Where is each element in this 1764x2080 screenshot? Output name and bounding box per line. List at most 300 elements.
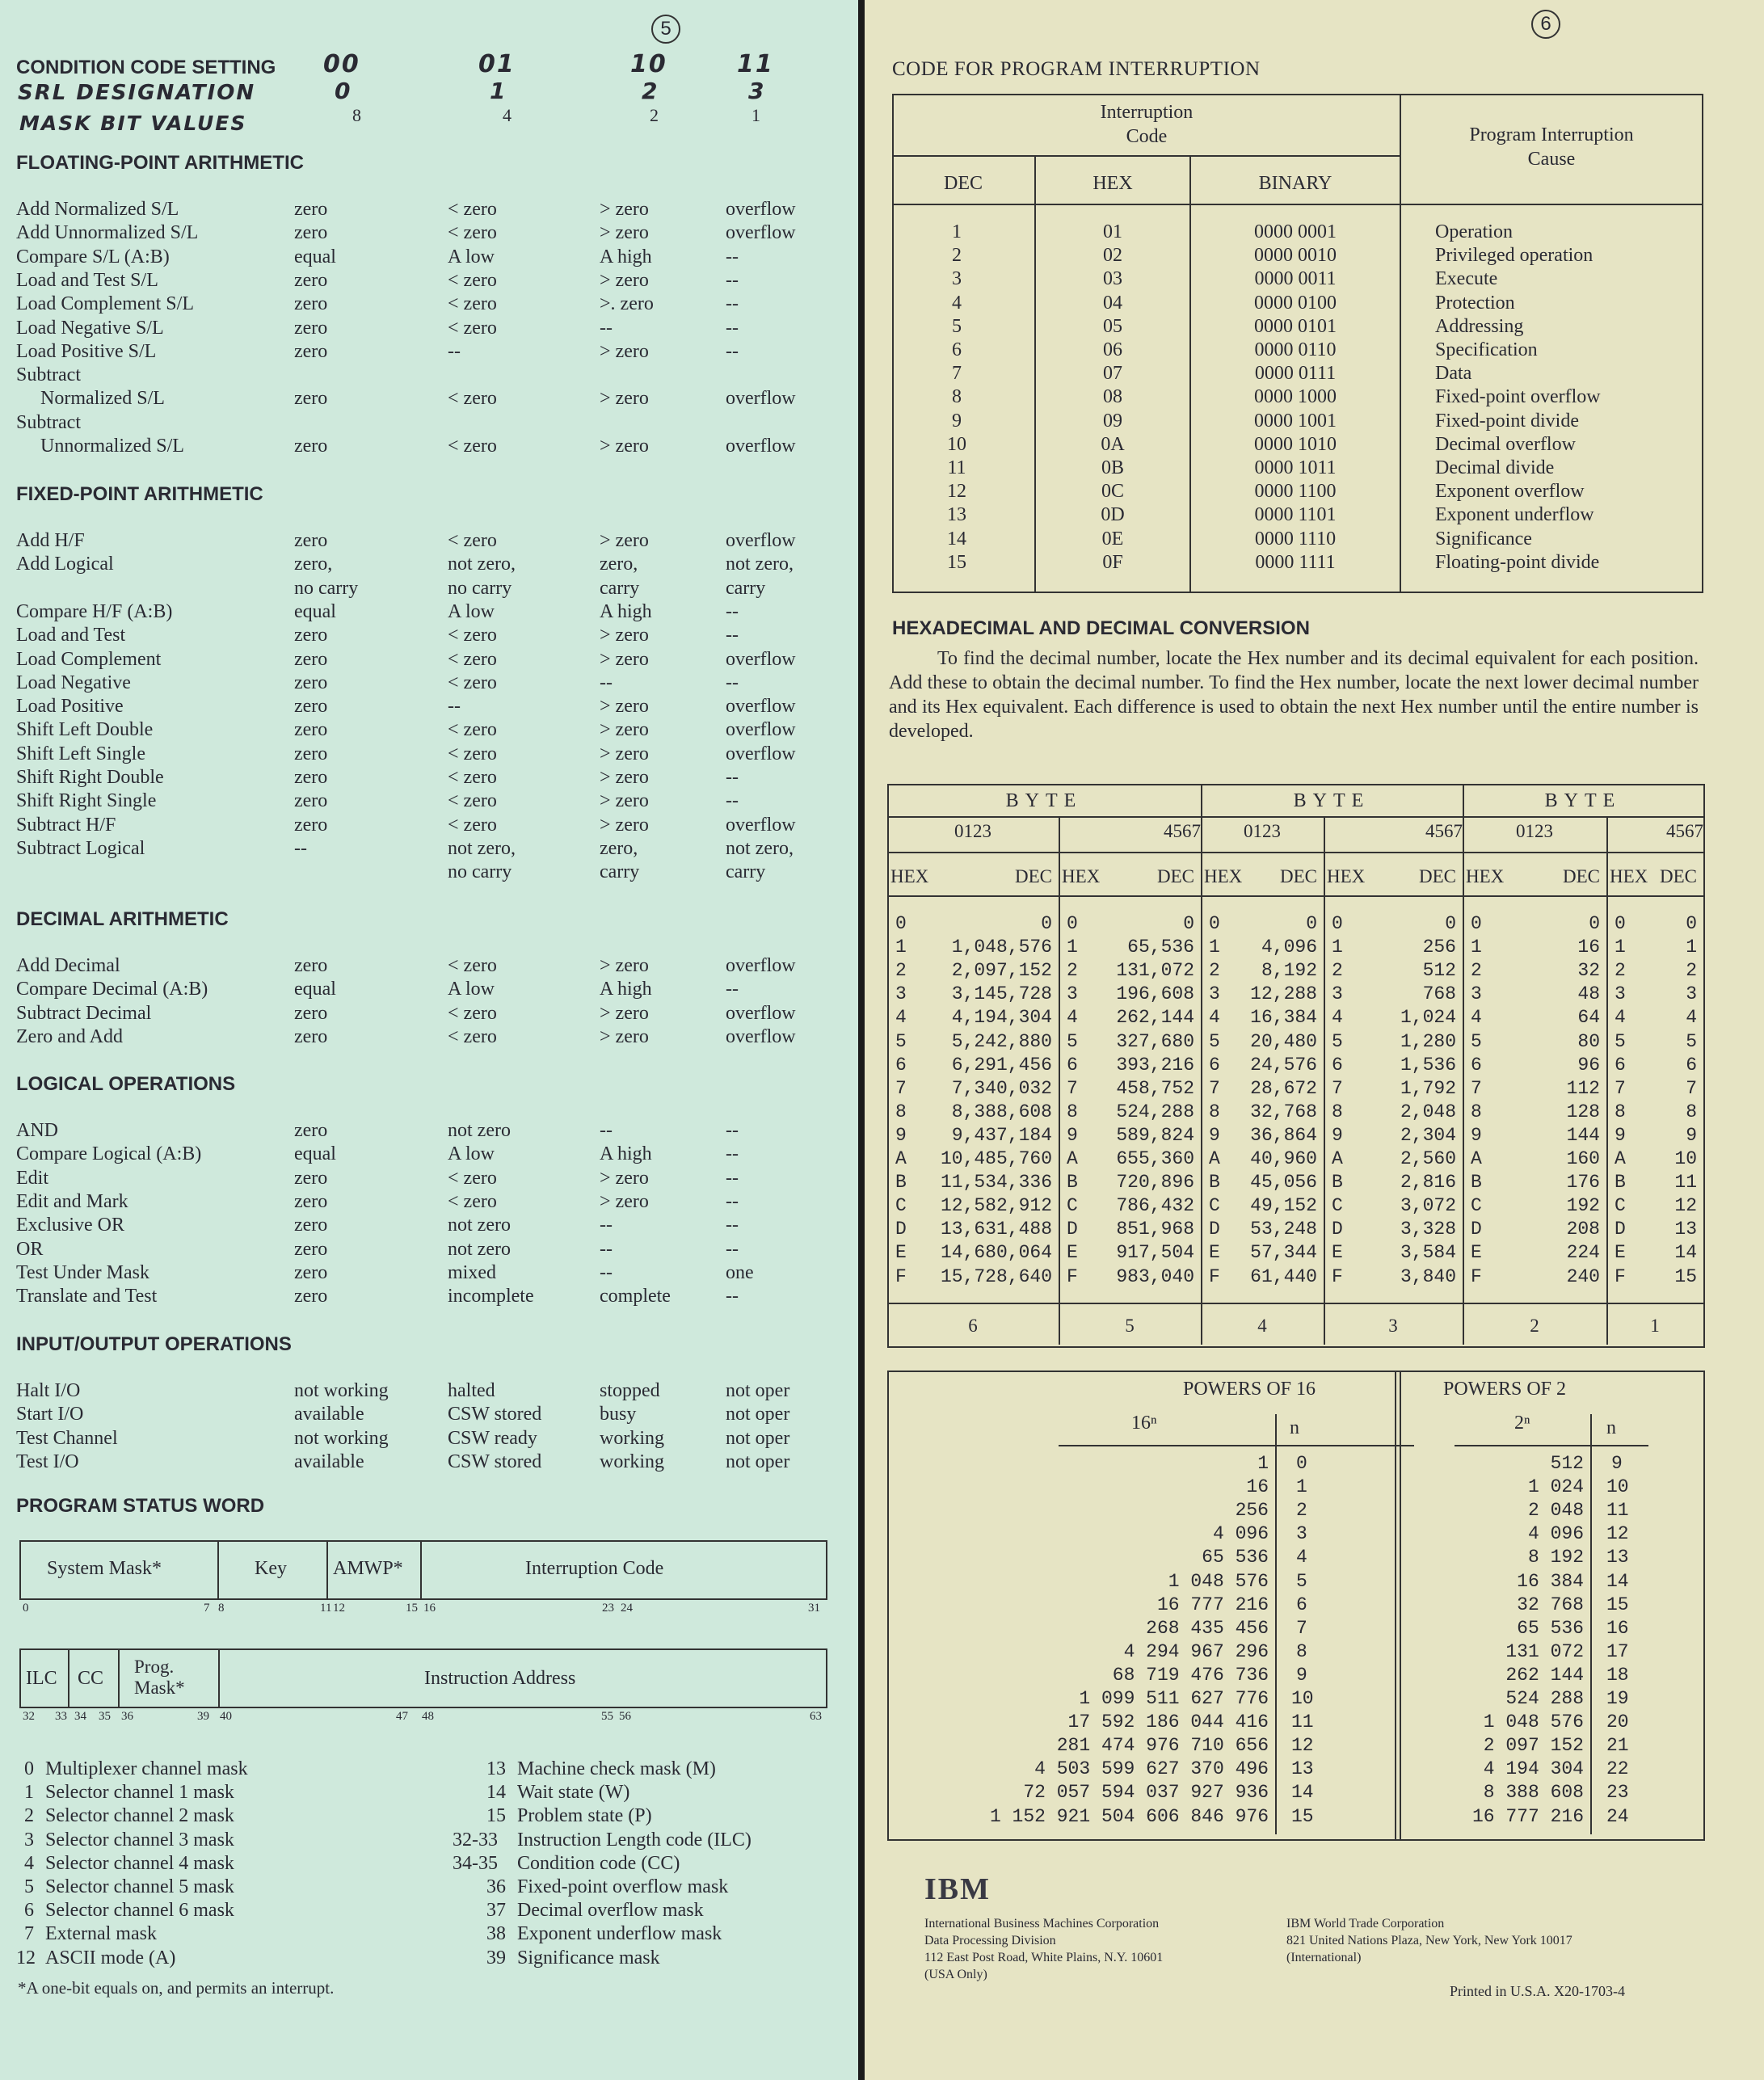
cell: > zero [600,767,649,788]
hex-digit: 5 [1615,1030,1626,1052]
cell: zero [294,1215,328,1236]
power2-value: 16 384 [1517,1570,1584,1592]
cell: zero [294,530,328,551]
divider [1455,1445,1648,1446]
dec-value: 65,536 [1127,937,1194,958]
binary-value: 0000 0001 [1254,221,1337,242]
power2-value: 4 194 304 [1483,1758,1584,1780]
conversion-row [865,913,1721,937]
cell: zero [294,269,328,291]
cell: -- [726,269,739,291]
conversion-paragraph: To find the decimal number, locate the Hex number and its decimal equivalent for each position. Add these to obtain the decimal number. To find the Hex number, locate the next lower decimal number and its Hex equivalent. Each difference is used to obtain the next Hex number until the entire number is developed. [889,648,1699,742]
bit-number: 12 [16,1947,36,1968]
dec-value: 32,768 [1250,1101,1317,1122]
cause-text: Fixed-point divide [1435,410,1579,432]
power2-n: 19 [1606,1688,1629,1709]
cell: Subtract Decimal [16,1002,152,1024]
dec-value: 0 [1589,913,1600,934]
bit-label: 7 [204,1602,210,1615]
power2-value: 2 048 [1527,1500,1584,1522]
dec-value: 160 [1566,1148,1600,1169]
table-row [865,221,1673,245]
binary-value: 0000 1010 [1254,433,1337,455]
bit-number: 36 [486,1876,506,1897]
dec-value: 8 [952,386,962,408]
hex-digit: 1 [1332,937,1343,958]
cell: > zero [600,199,649,220]
table-row [16,199,824,223]
dec-value: 262,144 [1116,1007,1194,1029]
cell: Load Negative S/L [16,317,164,339]
page-number: 5 [651,15,680,44]
cell: -- [600,1261,613,1283]
hex-digit: C [1332,1195,1343,1217]
conversion-row [865,1055,1721,1078]
conversion-row [865,960,1721,983]
bit-label: 40 [220,1710,232,1723]
hex-digit: 6 [1615,1054,1626,1076]
col-hex-header: HEX [1062,866,1101,886]
bit-number: 39 [486,1947,506,1968]
hex-digit: F [1615,1265,1626,1287]
hex-digit: 8 [1067,1101,1078,1122]
col-dec-header: DEC [1419,866,1456,886]
dec-value: 2,816 [1400,1172,1456,1194]
table-row [16,979,824,1003]
printed-note: Printed in U.S.A. X20-1703-4 [1450,1983,1625,1999]
power16-n: 11 [1291,1712,1314,1733]
table-row [16,246,824,271]
powers-row [865,1594,1753,1618]
power16-value: 65 536 [1202,1547,1269,1568]
hex-digit: 9 [1067,1124,1078,1146]
cell: -- [726,790,739,812]
conversion-row [865,1031,1721,1055]
cell: halted [448,1380,495,1401]
cell: > zero [600,269,649,291]
dec-value: 1,024 [1400,1007,1456,1029]
hex-value: 0B [1101,457,1124,478]
bit-number: 32-33 [453,1829,498,1851]
table-row [16,767,824,791]
table-row [865,386,1673,410]
bit-label: 11 [320,1602,332,1615]
bit-label: 31 [808,1602,820,1615]
power2-n: 21 [1606,1735,1629,1757]
hex-digit: B [895,1172,907,1194]
powers-row [865,1523,1753,1547]
cell: -- [600,1215,613,1236]
hex-digit: 3 [1209,983,1220,1005]
cell: not zero [448,1120,511,1141]
bit-label: 36 [121,1710,133,1723]
power16-value: 16 777 216 [1156,1594,1269,1615]
binary-value: 0000 0111 [1254,363,1337,385]
cell: working [600,1427,664,1449]
cell: > zero [600,530,649,551]
mask-value: 1 [751,105,760,125]
bit-description: External mask [45,1923,157,1945]
cc-value: 00 [323,50,360,78]
dec-value: 48 [1577,983,1600,1005]
cell: A low [448,246,495,267]
byte-header: BYTE [1005,790,1083,811]
cell: zero [294,672,328,693]
power16-n: 9 [1296,1664,1307,1686]
cell: zero [294,293,328,315]
table-row [16,649,824,673]
divider [68,1648,69,1707]
cell: > zero [600,743,649,764]
cell: not zero, [726,837,794,859]
table-row [865,268,1673,292]
cell: zero [294,1190,328,1212]
dec-value: 655,360 [1116,1148,1194,1169]
section-title: DECIMAL ARITHMETIC [16,908,229,930]
bit-label: 34 [74,1710,86,1723]
power2-n: 13 [1606,1547,1629,1568]
hex-value: 08 [1103,386,1122,408]
hex-digit: 9 [1615,1124,1626,1146]
cell: Subtract H/F [16,814,116,836]
table-row [16,222,824,246]
section-title: INPUT/OUTPUT OPERATIONS [16,1333,292,1355]
cause-text: Floating-point divide [1435,551,1600,573]
hex-value: 06 [1103,339,1122,360]
table-row [16,743,824,768]
cell: Add Decimal [16,955,120,976]
table-row [865,481,1673,504]
bit-number: 0 [24,1758,34,1779]
power2-n: 23 [1606,1782,1629,1804]
cell: Translate and Test [16,1286,158,1307]
byte-header: BYTE [1293,790,1370,811]
powers-row [865,1735,1753,1758]
col-dec-header: DEC [944,173,983,194]
table-row [865,316,1673,339]
hex-digit: 6 [895,1054,907,1076]
dec-value: 589,824 [1116,1124,1194,1146]
binary-value: 0000 1101 [1254,504,1337,526]
srl-value: 3 [748,78,766,104]
hex-digit: 0 [895,913,907,934]
address-line: International Business Machines Corporation [924,1917,1160,1931]
power2-value: 4 096 [1527,1523,1584,1545]
dec-value: 393,216 [1116,1054,1194,1076]
hex-digit: 3 [1067,983,1078,1005]
bit-description: Selector channel 1 mask [45,1782,234,1804]
cell: one [726,1261,754,1283]
hex-value: 02 [1103,245,1122,267]
table-row [16,293,824,318]
conversion-row [865,1148,1721,1172]
hex-digit: B [1332,1172,1343,1194]
bit-label: 39 [197,1710,209,1723]
psw-field-prog: Prog. [134,1657,175,1677]
conversion-title: HEXADECIMAL AND DECIMAL CONVERSION [892,617,1310,639]
cell: A high [600,1143,652,1165]
cell: Shift Left Double [16,719,154,741]
bit-description: Multiplexer channel mask [45,1758,248,1779]
conversion-row [865,1007,1721,1030]
bit-label: 32 [23,1710,35,1723]
conversion-row [865,983,1721,1007]
cell: overflow [726,955,796,976]
cause-text: Addressing [1435,315,1524,337]
cell: zero [294,436,328,457]
table-row [865,457,1673,481]
hex-digit: 5 [1209,1030,1220,1052]
bit-description: ASCII mode (A) [45,1947,176,1968]
hex-digit: 1 [1067,937,1078,958]
bit-number: 37 [486,1900,506,1922]
cell: > zero [600,1002,649,1024]
dec-value: 40,960 [1250,1148,1317,1169]
cell: Compare Decimal (A:B) [16,979,208,1000]
cell: equal [294,246,336,267]
dec-value: 36,864 [1250,1124,1317,1146]
dec-value: 2 [952,245,962,267]
cell: Compare S/L (A:B) [16,246,170,267]
power16-value: 281 474 976 710 656 [1056,1735,1269,1757]
cell: not zero [448,1215,511,1236]
cell: Load and Test S/L [16,269,158,291]
bit-number: 38 [486,1923,506,1945]
cell: Compare H/F (A:B) [16,600,173,622]
bit-label: 63 [810,1710,822,1723]
bit-label: 8 [218,1602,225,1615]
hex-digit: 3 [895,983,907,1005]
cell: Unnormalized S/L [40,436,184,457]
cell: A low [448,600,495,622]
dec-value: 786,432 [1116,1195,1194,1217]
dec-value: 11 [1674,1172,1697,1194]
table-row [16,815,824,839]
bit-label: 47 [396,1710,408,1723]
hex-digit: 5 [1067,1030,1078,1052]
dec-value: 1 [1686,937,1697,958]
dec-value: 13 [1674,1219,1697,1240]
dec-value: 5 [952,315,962,337]
sub-header: 0123 [954,821,991,841]
cause-header-2: Cause [1527,149,1576,170]
dec-value: 1,536 [1400,1054,1456,1076]
table-row [16,318,824,342]
powers-row [865,1758,1753,1782]
cell: A high [600,246,652,267]
hex-digit: 4 [1332,1007,1343,1029]
powers-row [865,1782,1753,1805]
power16-n: 12 [1291,1735,1314,1757]
power16-n: 6 [1296,1594,1307,1615]
bit-description: Decimal overflow mask [517,1900,704,1922]
dec-value: 12,288 [1250,983,1317,1005]
cell: > zero [600,790,649,812]
dec-value: 983,040 [1116,1265,1194,1287]
hex-digit: D [1471,1219,1482,1240]
cell: complete [600,1286,671,1307]
bit-label: 48 [422,1710,434,1723]
col-dec-header: DEC [1157,866,1194,886]
power2-n: 24 [1606,1805,1629,1827]
powers-row [865,1476,1753,1500]
cell: > zero [600,955,649,976]
psw-field-interruption-code: Interruption Code [525,1558,664,1579]
cell: not zero, [726,554,794,575]
cell: Subtract [16,364,81,386]
hex-value: 0F [1102,551,1123,573]
bit-description: Selector channel 3 mask [45,1829,234,1851]
sub-header: 4567 [1666,821,1703,841]
psw-field-key: Key [255,1558,287,1579]
dec-value: 256 [1422,937,1456,958]
cell: overflow [726,696,796,718]
psw-field-amwp: AMWP* [333,1558,403,1579]
cell: zero [294,648,328,670]
cell: overflow [726,814,796,836]
powers-row [865,1641,1753,1665]
position-label: 5 [1125,1316,1135,1336]
dec-value: 13,631,488 [940,1219,1052,1240]
powers16-col-n: n [1290,1417,1299,1438]
cell: not oper [726,1427,790,1449]
cell: overflow [726,199,796,220]
col-hex-header: HEX [1466,866,1505,886]
hex-value: 09 [1103,410,1122,432]
dec-value: 6 [1686,1054,1697,1076]
hex-digit: 7 [1067,1077,1078,1099]
bit-description: Fixed-point overflow mask [517,1876,729,1897]
cell: not zero [448,1238,511,1260]
power2-value: 16 777 216 [1471,1805,1584,1827]
dec-value: 208 [1566,1219,1600,1240]
table-row [865,552,1673,575]
dec-value: 196,608 [1116,983,1194,1005]
srl-label: SRL DESIGNATION [18,81,256,105]
conversion-row [865,1172,1721,1195]
hex-digit: 0 [1332,913,1343,934]
table-row [16,1191,824,1215]
cell: > zero [600,648,649,670]
bit-label: 15 [406,1602,418,1615]
cell: equal [294,979,336,1000]
address-line: (USA Only) [924,1968,987,1981]
dec-value: 917,504 [1116,1242,1194,1264]
table-row [16,270,824,294]
cell: < zero [448,955,497,976]
table-row [16,601,824,625]
bit-description: Wait state (W) [517,1782,630,1804]
power16-n: 2 [1296,1500,1307,1522]
cell: Load Negative [16,672,131,693]
cause-text: Exponent underflow [1435,504,1594,526]
hex-digit: 8 [1332,1101,1343,1122]
binary-value: 0000 0100 [1254,292,1337,314]
hex-digit: 2 [1332,960,1343,982]
cell: -- [726,1190,739,1212]
hex-digit: C [1615,1195,1626,1217]
power16-n: 0 [1296,1453,1307,1474]
hex-digit: A [1471,1148,1482,1169]
hex-digit: 6 [1209,1054,1220,1076]
dec-value: 16,384 [1250,1007,1317,1029]
dec-value: 4,194,304 [951,1007,1052,1029]
hex-digit: D [895,1219,907,1240]
bit-description: Problem state (P) [517,1805,652,1827]
col-dec-header: DEC [1280,866,1317,886]
sub-header: 4567 [1425,821,1463,841]
hex-digit: E [895,1242,907,1264]
dec-value: 3,072 [1400,1195,1456,1217]
dec-value: 0 [1306,913,1317,934]
table-row [865,293,1673,316]
hex-digit: A [1067,1148,1078,1169]
cell: -- [726,246,739,267]
dec-value: 53,248 [1250,1219,1317,1240]
psw-footnote: *A one-bit equals on, and permits an interrupt. [18,1978,335,1998]
powers16-col-value: 16ⁿ [1131,1413,1157,1434]
cell: zero [294,1167,328,1189]
power2-n: 14 [1606,1570,1629,1592]
cell: Add Normalized S/L [16,199,179,220]
cell: -- [448,696,461,718]
hex-digit: 8 [1615,1101,1626,1122]
cell: -- [600,672,613,693]
power16-n: 14 [1291,1782,1314,1804]
power16-value: 17 592 186 044 416 [1067,1712,1269,1733]
dec-value: 7,340,032 [951,1077,1052,1099]
table-row [16,1451,824,1476]
table-row [16,861,824,886]
cell: A low [448,979,495,1000]
cause-text: Fixed-point overflow [1435,386,1601,408]
dec-value: 768 [1422,983,1456,1005]
divider [892,204,1702,205]
table-row [16,1239,824,1263]
cell: < zero [448,269,497,291]
dec-value: 45,056 [1250,1172,1317,1194]
hex-value: 0A [1101,433,1125,455]
cell: < zero [448,743,497,764]
dec-value: 12 [947,481,966,503]
dec-value: 20,480 [1250,1030,1317,1052]
cell: Compare Logical (A:B) [16,1143,202,1165]
hex-digit: 4 [1209,1007,1220,1029]
hex-digit: 5 [1332,1030,1343,1052]
dec-value: 9 [952,410,962,432]
cell: Shift Right Single [16,790,157,812]
conversion-row [865,1101,1721,1125]
hex-digit: 4 [1471,1007,1482,1029]
hex-digit: D [1209,1219,1220,1240]
dec-value: 5 [1686,1030,1697,1052]
cell: available [294,1451,364,1472]
hex-value: 0E [1101,528,1124,549]
cell: Start I/O [16,1404,84,1425]
bit-description: Selector channel 2 mask [45,1805,234,1827]
interrupt-group-header-1: Interruption [1100,102,1194,123]
hex-digit: 2 [1067,960,1078,982]
psw-field-instruction-address: Instruction Address [424,1668,576,1689]
dec-value: 240 [1566,1265,1600,1287]
cause-text: Protection [1435,292,1515,314]
sub-header: 0123 [1516,821,1553,841]
right-page [865,0,1764,2080]
cell: A high [600,979,652,1000]
cell: < zero [448,767,497,788]
table-row [16,1286,824,1310]
bit-label: 23 [602,1602,614,1615]
